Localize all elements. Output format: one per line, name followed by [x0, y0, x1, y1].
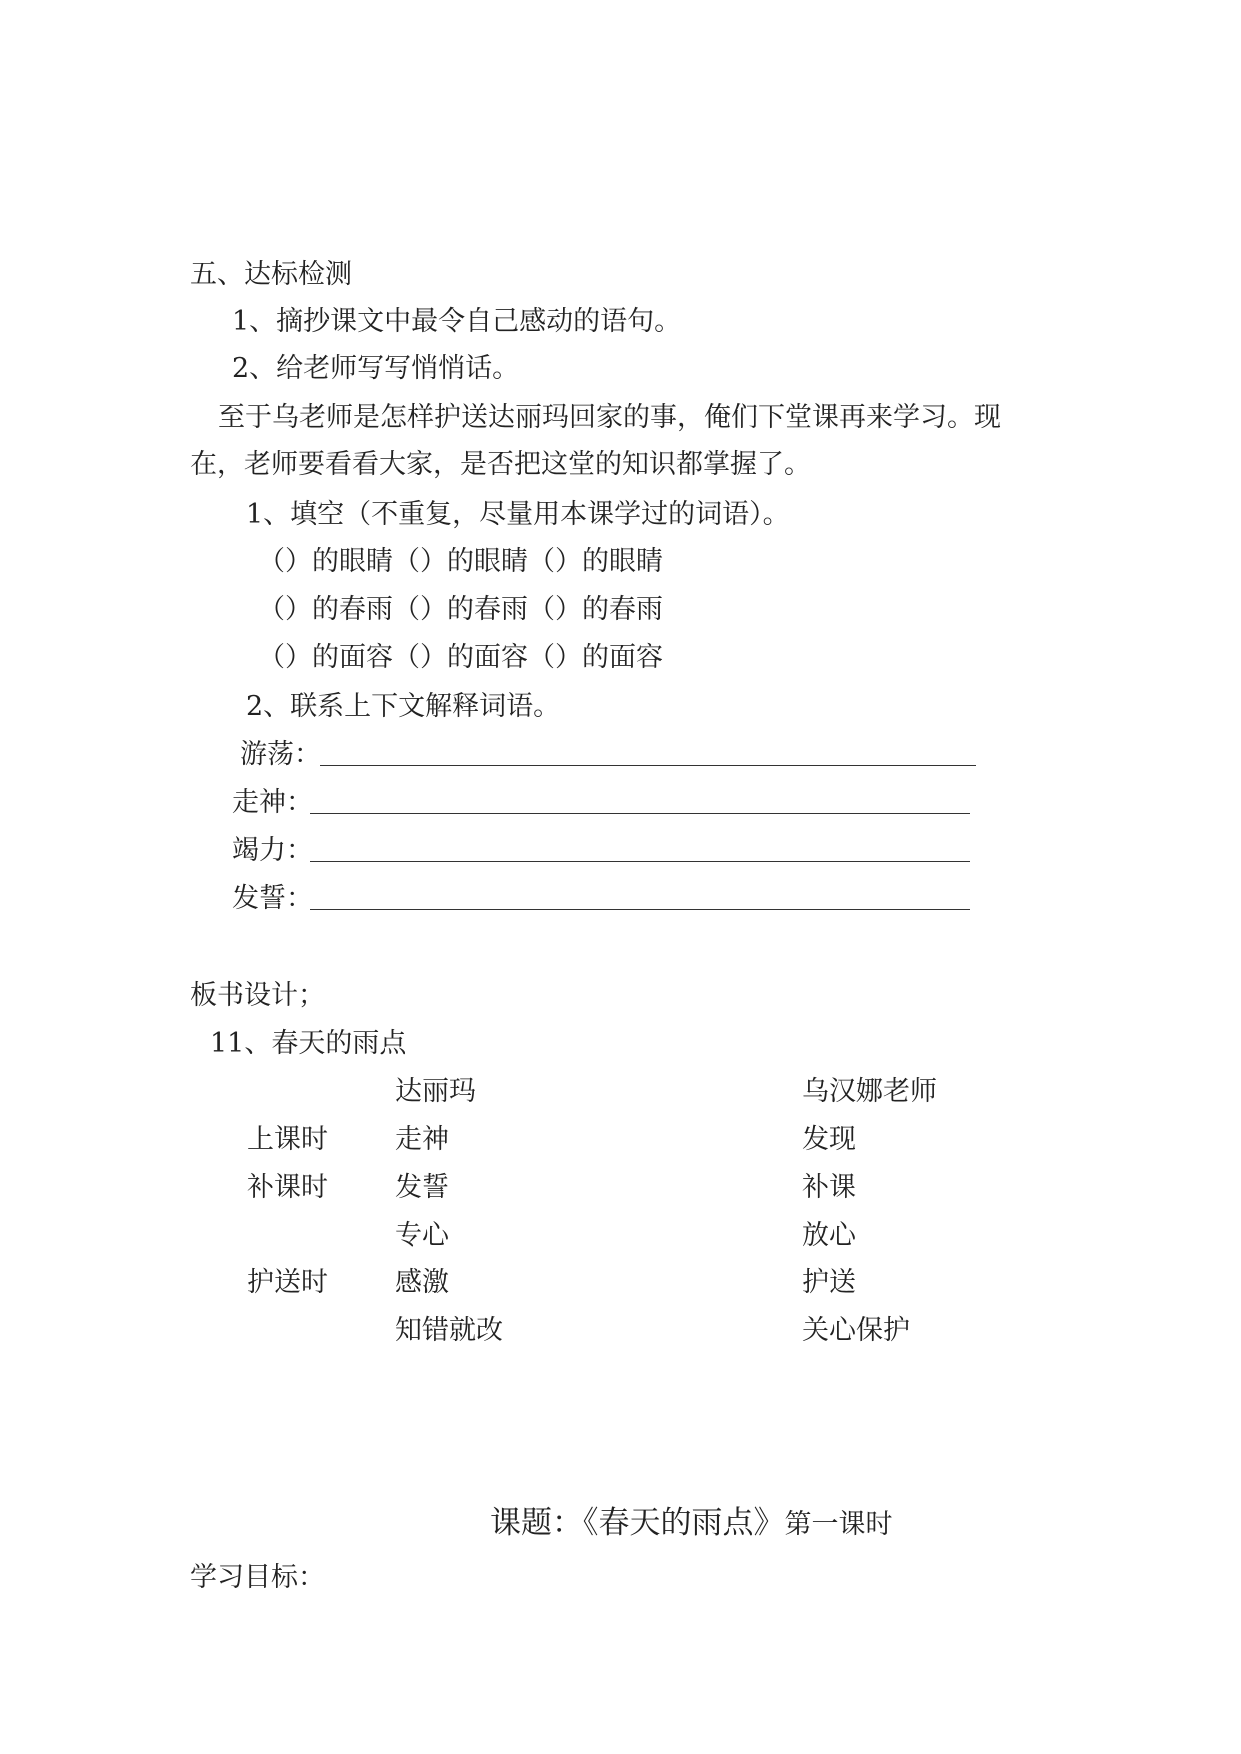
board-cell: 放心 [802, 1220, 856, 1251]
paragraph-line-2: 在，老师要看看大家，是否把这堂的知识都掌握了。 [190, 449, 811, 480]
board-cell: 感激 [395, 1267, 449, 1298]
task-item-1: 1、摘抄课文中最令自己感动的语句。 [232, 306, 682, 337]
explain-heading: 2、联系上下文解释词语。 [246, 691, 561, 722]
lesson-title-main: 课题：《春天的雨点》 [490, 1505, 785, 1541]
board-lesson-title: 11、春天的雨点 [210, 1028, 407, 1059]
lesson-title-period: 第一课时 [784, 1509, 893, 1540]
board-cell: 发誓 [395, 1172, 449, 1203]
board-cell: 知错就改 [395, 1315, 503, 1346]
fill-blank-row: （）的眼睛（）的眼睛（）的眼睛 [258, 546, 663, 577]
objectives-label: 学习目标： [190, 1562, 325, 1593]
board-cell: 护送 [802, 1267, 856, 1298]
board-cell: 关心保护 [802, 1315, 910, 1346]
task-item-2: 2、给老师写写悄悄话。 [232, 353, 520, 384]
fill-blank-row: （）的春雨（）的春雨（）的春雨 [258, 594, 663, 625]
answer-line[interactable] [310, 813, 970, 814]
board-cell: 发现 [802, 1124, 856, 1155]
fill-blank-heading: 1、填空（不重复，尽量用本课学过的词语）。 [246, 499, 790, 530]
explain-word: 发誓： [232, 883, 313, 914]
explain-word: 竭力： [232, 835, 313, 866]
board-row-label: 补课时 [247, 1172, 328, 1203]
board-cell: 专心 [395, 1220, 449, 1251]
fill-blank-row: （）的面容（）的面容（）的面容 [258, 642, 663, 673]
explain-word: 走神： [232, 787, 313, 818]
board-heading: 板书设计； [190, 980, 325, 1011]
board-cell: 走神 [395, 1124, 449, 1155]
answer-line[interactable] [310, 861, 970, 862]
board-row-label: 上课时 [247, 1124, 328, 1155]
section-heading: 五、达标检测 [190, 259, 352, 290]
paragraph-line-1: 至于乌老师是怎样护送达丽玛回家的事，俺们下堂课再来学习。现 [218, 402, 1001, 433]
answer-line[interactable] [320, 765, 976, 766]
board-column-header: 达丽玛 [395, 1076, 476, 1107]
board-column-header: 乌汉娜老师 [802, 1076, 937, 1107]
board-row-label: 护送时 [247, 1267, 328, 1298]
lesson-title [490, 1503, 893, 1545]
answer-line[interactable] [310, 909, 970, 910]
board-cell: 补课 [802, 1172, 856, 1203]
explain-word: 游荡： [240, 739, 321, 770]
